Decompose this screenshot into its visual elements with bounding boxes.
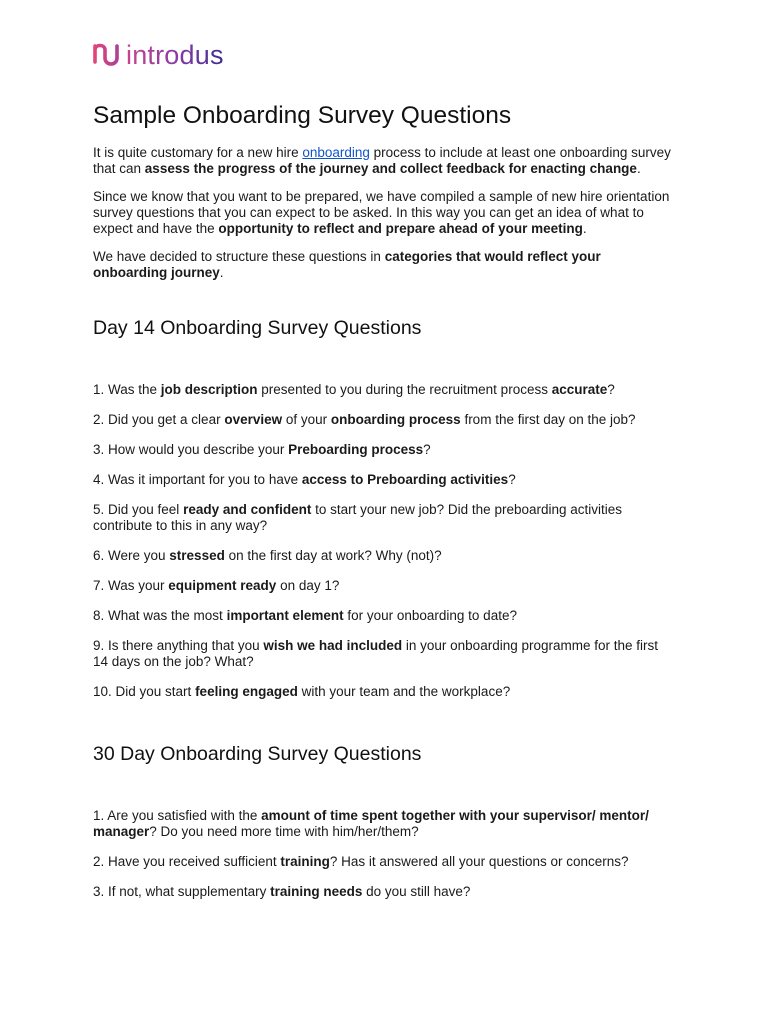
section-heading-day30: 30 Day Onboarding Survey Questions: [93, 743, 422, 765]
document-content: [93, 100, 673, 900]
list-item: 9. Is there anything that you wish we had included in your onboarding programme for the first 14 days on the job? What?: [93, 638, 659, 669]
list-item: 10. Did you start feeling engaged with your team and the workplace?: [93, 684, 511, 699]
intro-paragraph-2: Since we know that you want to be prepared, we have compiled a sample of new hire orientation survey questions that you can expect to be asked. In this way you can get an idea of what to expect and have the opportunity to reflect and prepare ahead of your meeting.: [93, 189, 670, 236]
list-item: 1. Was the job description presented to you during the recruitment process accurate?: [93, 382, 615, 397]
list-item: 6. Were you stressed on the first day at work? Why (not)?: [93, 548, 442, 563]
brand-logo: [92, 40, 224, 70]
brand-name: introdus: [126, 40, 224, 70]
section-heading-day14: Day 14 Onboarding Survey Questions: [93, 317, 422, 339]
intro-section: [93, 145, 673, 281]
list-item: 3. How would you describe your Preboarding process?: [93, 442, 431, 457]
list-item: 2. Did you get a clear overview of your onboarding process from the first day on the job?: [93, 412, 636, 427]
list-item: 4. Was it important for you to have access to Preboarding activities?: [93, 472, 516, 487]
list-item: 8. What was the most important element for your onboarding to date?: [93, 608, 517, 623]
list-item: 5. Did you feel ready and confident to start your new job? Did the preboarding activities contribute to this in any way?: [93, 502, 623, 533]
list-item: 3. If not, what supplementary training needs do you still have?: [93, 884, 471, 899]
onboarding-link[interactable]: onboarding: [302, 145, 370, 160]
intro-paragraph-1: It is quite customary for a new hire onboarding process to include at least one onboarding survey that can assess the progress of the journey and collect feedback for enacting change.: [93, 145, 671, 176]
intro-paragraph-3: We have decided to structure these questions in categories that would reflect your onboarding journey.: [93, 249, 601, 280]
page-title: Sample Onboarding Survey Questions: [93, 102, 512, 129]
list-item: 1. Are you satisfied with the amount of time spent together with your supervisor/ mentor/ manager? Do you need more time with him/her/them?: [93, 808, 649, 839]
day30-question-list: [93, 808, 673, 900]
list-item: 2. Have you received sufficient training? Has it answered all your questions or concerns?: [93, 854, 629, 869]
logo-mark-icon: [92, 42, 122, 68]
list-item: 7. Was your equipment ready on day 1?: [93, 578, 340, 593]
day14-question-list: [93, 382, 673, 700]
